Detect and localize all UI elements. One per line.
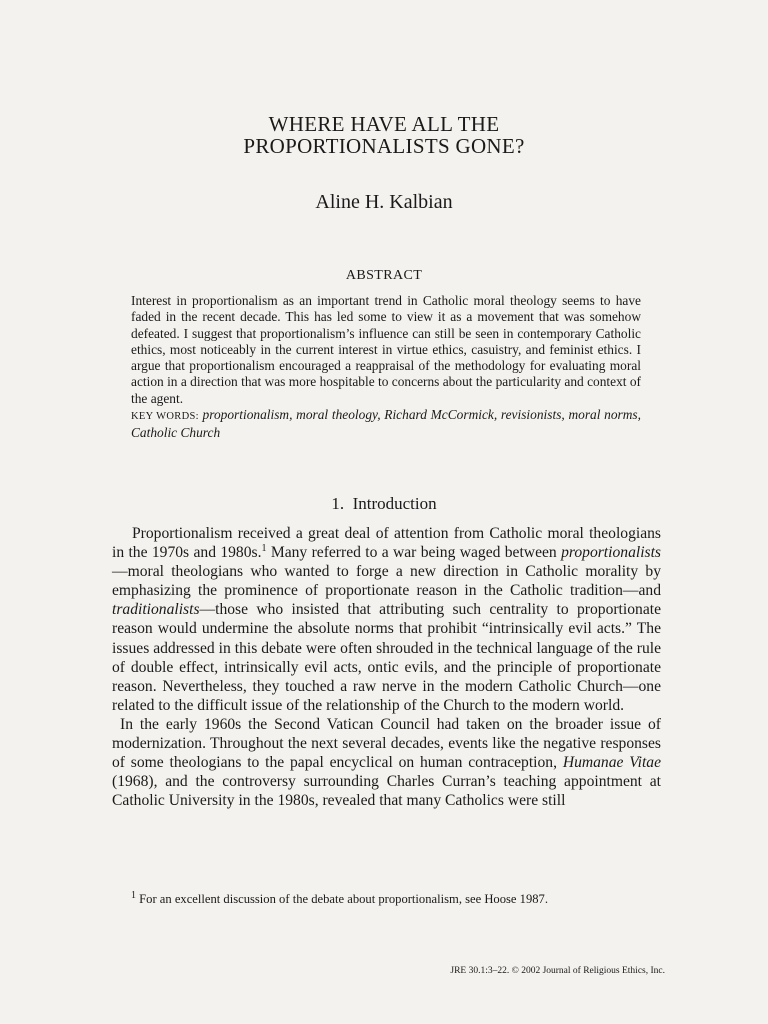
abstract-text: Interest in proportionalism as an important trend in Catholic moral theology seems to have faded in the recent decade. This has led some to view it as a movement that was somehow defeated. I suggest that proportionalism’s influence can still be seen in contemporary Catholic ethics, most noticeably in the current interest in virtue ethics, casuistry, and feminist ethics. I argue that proportionalism encouraged a reappraisal of the methodology for evaluating moral action in a direction that was more hospitable to concerns about the particularity and context of the agent. [131, 293, 641, 406]
body-paragraph-2 [112, 715, 661, 810]
emphasis: Humanae Vitae [562, 754, 662, 772]
body-paragraph-1 [112, 524, 661, 715]
text-run: Proportionalism received a great deal of attention from Catholic moral theologians in the 1970s and 1980s. [112, 525, 661, 562]
keywords-label: KEY WORDS: [131, 411, 199, 423]
section-heading [0, 494, 768, 514]
emphasis: proportionalists [561, 544, 661, 562]
footnote-text: For an excellent discussion of the debate about proportionalism, see Hoose 1987. [136, 892, 549, 906]
footnote-ref: 1 [261, 542, 267, 554]
emphasis: traditionalists [112, 601, 200, 619]
text-run: —those who insisted that attributing such centrality to proportionate reason would undermine the absolute norms that prohibit “intrinsically evil acts.” The issues addressed in this debate were often shrouded in the technical language of the rule of double effect, intrinsically evil acts, ontic evils, and the principle of proportionate reason. Nevertheless, they touched a raw nerve in the modern Catholic Church—one related to the difficult issue of the relationship of the Church to the modern world. [112, 601, 661, 714]
text-run: —moral theologians who wanted to forge a new direction in Catholic morality by emphasizing the prominence of proportionate reason in the Catholic tradition—and [112, 563, 661, 600]
section-title: Introduction [352, 494, 437, 513]
abstract-block [131, 293, 641, 442]
keywords [131, 407, 641, 442]
abstract-heading: ABSTRACT [345, 268, 423, 283]
text-run: (1968), and the controversy surrounding Charles Curran’s teaching appointment at Catholic University in the 1980s, revealed that many Catholics were still [112, 773, 661, 810]
text-run: In the early 1960s the Second Vatican Council had taken on the broader issue of modernization. Throughout the next several decades, events like the negative responses of some theologians to the papal encyclical on human contraception, [112, 715, 661, 772]
keywords-list: proportionalism, moral theology, Richard McCormick, revisionists, moral norms, Catholic Church [131, 407, 641, 441]
journal-citation: JRE 30.1:3–22. © 2002 Journal of Religious Ethics, Inc. [450, 966, 665, 976]
footnote-marker: 1 [131, 889, 136, 901]
section-number: 1. [331, 494, 345, 513]
text-run: Many referred to a war being waged between [266, 544, 562, 562]
article-title [0, 113, 768, 157]
title-line-2: PROPORTIONALISTS GONE? [243, 134, 525, 158]
body-text [112, 524, 661, 810]
author-name: Aline H. Kalbian [315, 191, 453, 213]
title-line-1: WHERE HAVE ALL THE [268, 112, 500, 136]
footnote [131, 889, 651, 907]
